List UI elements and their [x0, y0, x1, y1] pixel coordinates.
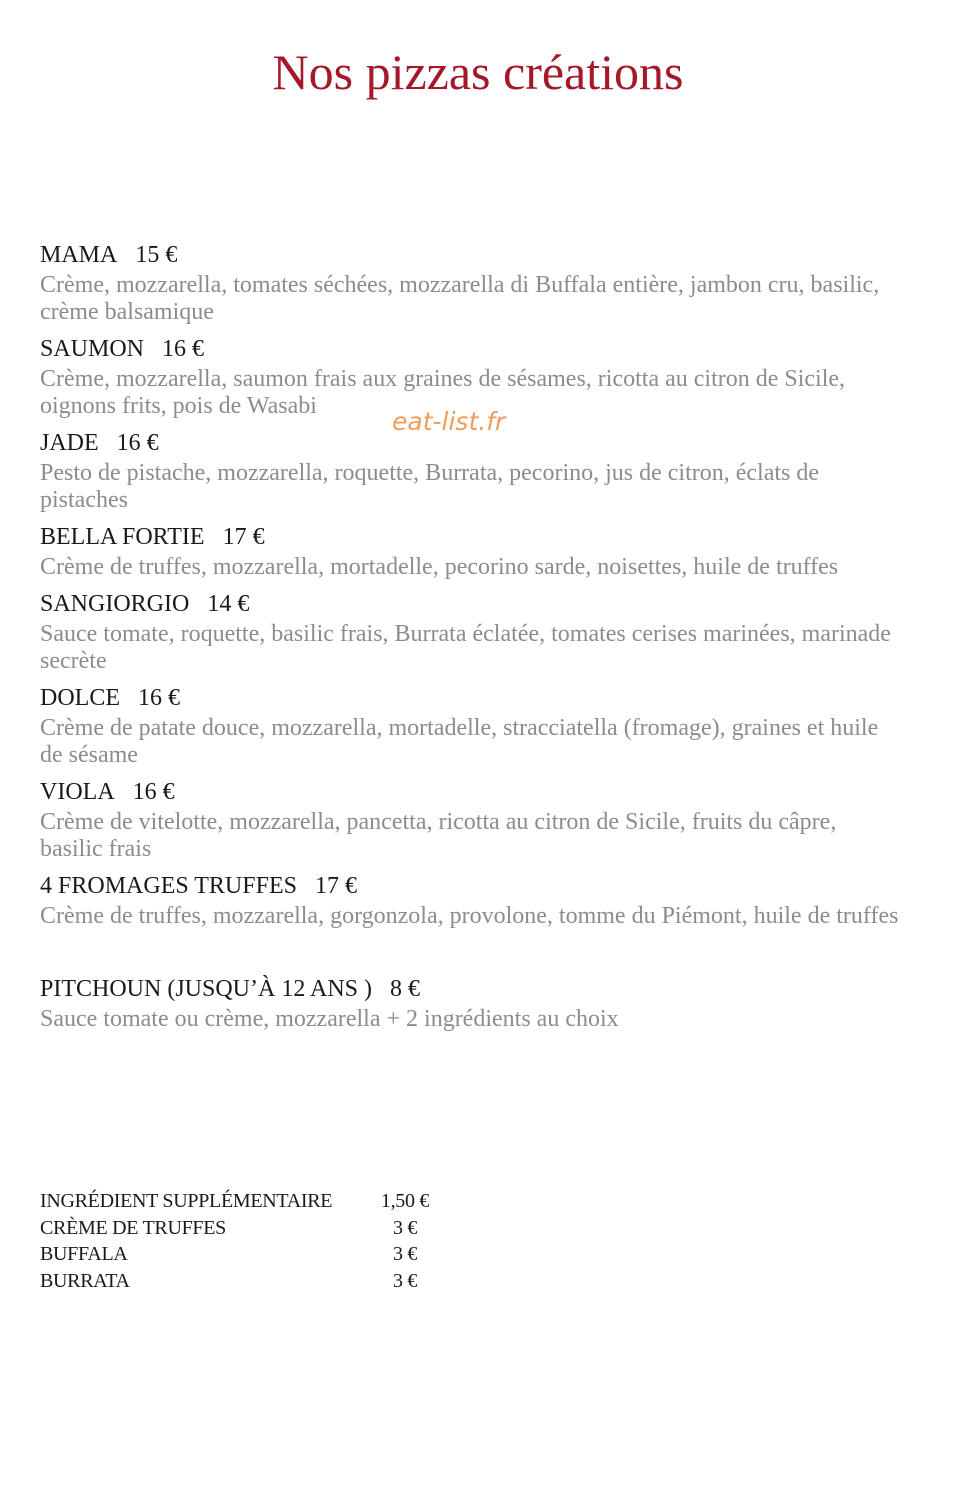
pizza-item-viola — [40, 775, 900, 869]
extra-row — [40, 1241, 460, 1268]
pizza-name: 4 FROMAGES TRUFFES — [40, 873, 297, 899]
extra-name: INGRÉDIENT SUPPLÉMENTAIRE — [40, 1190, 333, 1212]
pizza-item-pitchoun — [40, 972, 900, 1039]
pizza-name: DOLCE — [40, 685, 120, 711]
pizza-description: Pesto de pistache, mozzarella, roquette, Burrata, pecorino, jus de citron, éclats de pistaches — [40, 460, 820, 513]
pizza-description: Crème de truffes, mozzarella, gorgonzola, provolone, tomme du Piémont, huile de truffes — [40, 903, 899, 929]
pizza-price: 16 € — [132, 779, 175, 805]
pizza-price: 14 € — [207, 591, 250, 617]
pizza-name: PITCHOUN (JUSQU’À 12 ANS ) — [40, 976, 373, 1002]
pizza-name: SANGIORGIO — [40, 591, 190, 617]
pizza-item-sangiorgio — [40, 587, 900, 681]
pizza-price: 16 € — [138, 685, 180, 711]
pizza-item-jade — [40, 426, 900, 520]
extra-price: 3 € — [392, 1216, 418, 1239]
pizza-price: 17 € — [314, 873, 357, 899]
pizza-description: Sauce tomate ou crème, mozzarella + 2 ingrédients au choix — [40, 1006, 619, 1032]
extra-row — [40, 1215, 460, 1242]
pizza-description: Crème de truffes, mozzarella, mortadelle, pecorino sarde, noisettes, huile de truffes — [40, 554, 839, 580]
extra-name: BUFFALA — [40, 1243, 128, 1265]
pizza-description: Crème de vitelotte, mozzarella, pancetta, ricotta au citron de Sicile, fruits du câpre, basilic frais — [40, 809, 837, 862]
pizza-name: SAUMON — [40, 336, 145, 362]
pizza-name: VIOLA — [40, 779, 115, 805]
pizza-menu — [40, 238, 900, 1039]
page-title: Nos pizzas créations — [272, 44, 684, 100]
extra-row — [40, 1268, 460, 1295]
pizza-item-mama — [40, 238, 900, 332]
pizza-description: Crème de patate douce, mozzarella, mortadelle, stracciatella (fromage), graines et huile de sésame — [40, 715, 879, 768]
pizza-price: 8 € — [390, 976, 421, 1002]
extra-price: 1,50 € — [380, 1190, 430, 1212]
extra-name: CRÈME DE TRUFFES — [40, 1216, 226, 1239]
pizza-price: 15 € — [135, 242, 178, 268]
pizza-description: Sauce tomate, roquette, basilic frais, Burrata éclatée, tomates cerises marinées, marinade secrète — [40, 621, 891, 674]
extra-price: 3 € — [392, 1243, 418, 1265]
extra-name: BURRATA — [40, 1269, 130, 1292]
pizza-item-dolce — [40, 681, 900, 775]
watermark: eat-list.fr — [392, 407, 506, 436]
extras-list — [40, 1188, 460, 1294]
pizza-name: MAMA — [40, 242, 118, 268]
pizza-price: 16 € — [162, 336, 205, 362]
extra-row — [40, 1188, 460, 1215]
pizza-name: JADE — [40, 430, 99, 456]
pizza-price: 17 € — [222, 524, 265, 550]
pizza-item-4-fromages-truffes — [40, 869, 900, 936]
extra-price: 3 € — [392, 1269, 418, 1292]
pizza-price: 16 € — [116, 430, 159, 456]
pizza-item-bella-fortie — [40, 520, 900, 587]
pizza-description: Crème, mozzarella, tomates séchées, mozzarella di Buffala entière, jambon cru, basilic, crème balsamique — [40, 272, 880, 325]
pizza-name: BELLA FORTIE — [40, 524, 205, 550]
pizza-description: Crème, mozzarella, saumon frais aux graines de sésames, ricotta au citron de Sicile, oignons frits, pois de Wasabi — [40, 366, 846, 419]
